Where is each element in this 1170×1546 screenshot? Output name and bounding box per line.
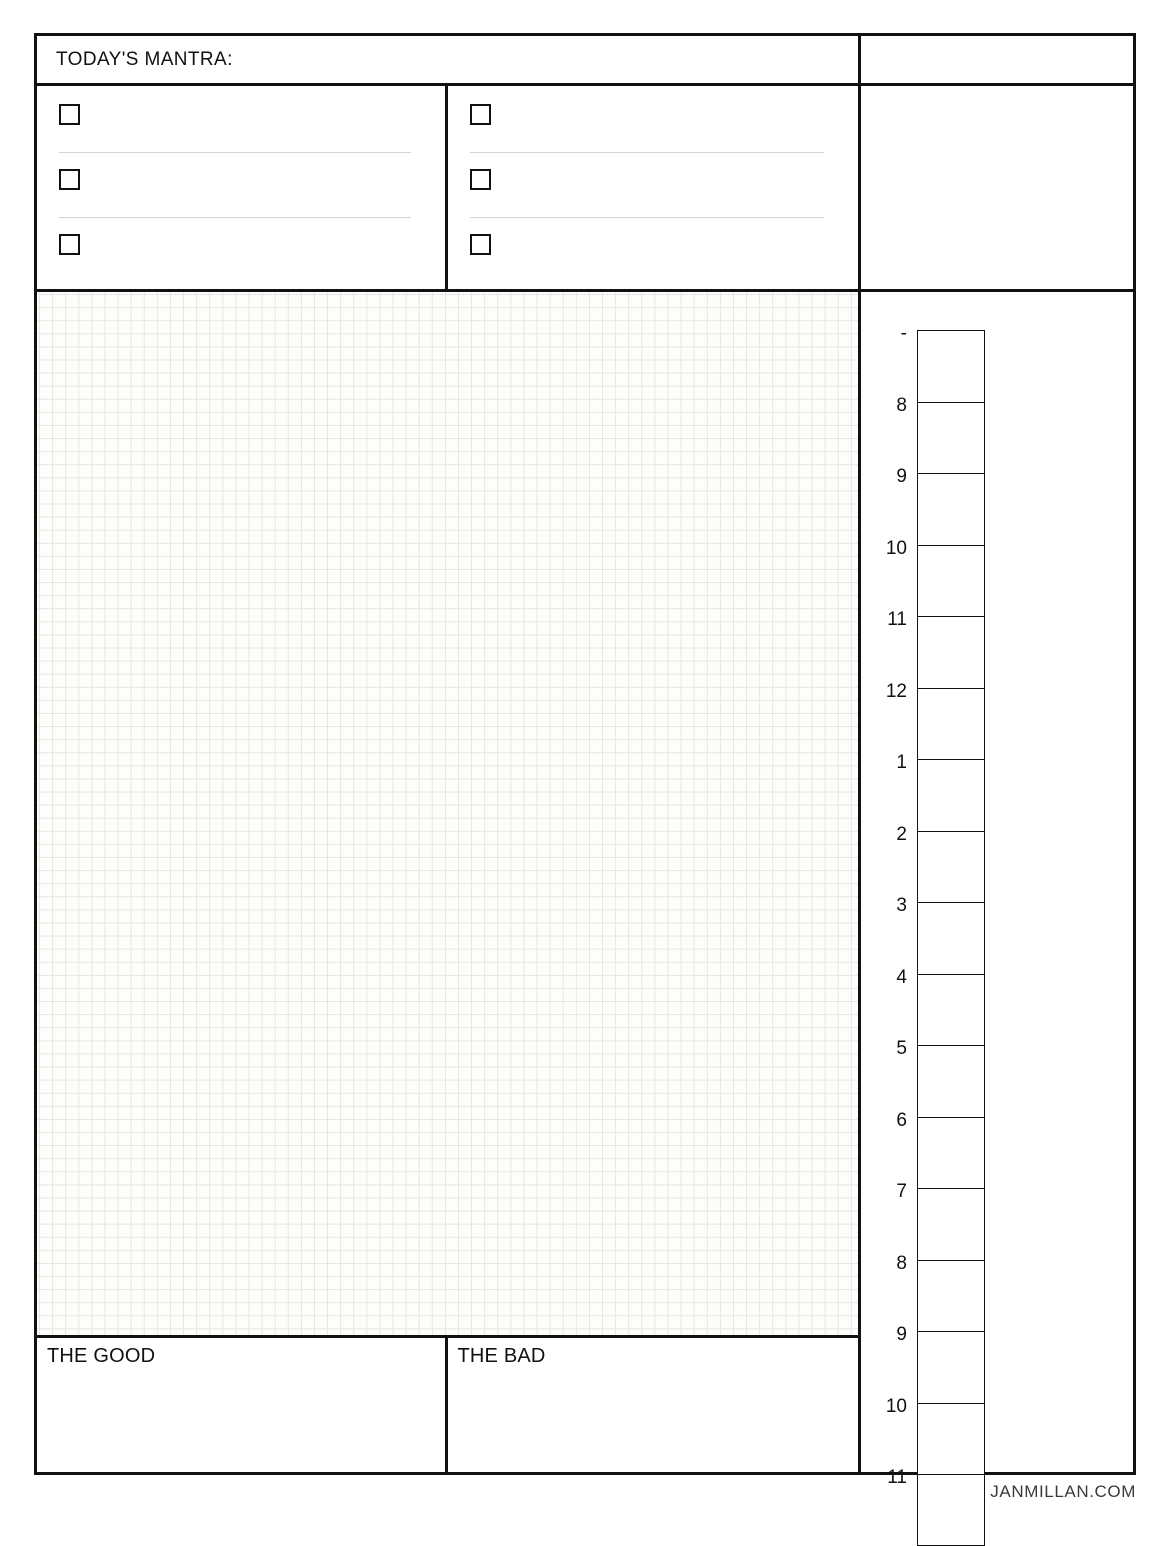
the-bad-box[interactable] <box>448 1338 859 1475</box>
schedule-hour-label: 11 <box>887 1467 907 1488</box>
schedule-entry-field[interactable] <box>917 1260 985 1332</box>
checkbox-icon[interactable] <box>470 169 491 190</box>
grid-note-area[interactable] <box>37 292 861 1335</box>
task-rule-line <box>470 217 825 218</box>
schedule-entry-field[interactable] <box>917 1331 985 1403</box>
schedule-column <box>861 292 1136 1488</box>
schedule-hour-label: 1 <box>896 752 907 773</box>
main-area <box>37 289 1133 1488</box>
schedule-entry-field[interactable] <box>917 1117 985 1189</box>
schedule-entry-field[interactable] <box>917 1403 985 1475</box>
task-rule-line <box>59 217 411 218</box>
planner-page <box>34 33 1136 1488</box>
task-rule-line <box>470 152 825 153</box>
checkbox-icon[interactable] <box>59 169 80 190</box>
schedule-row[interactable] <box>861 1395 1136 1475</box>
footer-credit: JANMILLAN.COM <box>990 1482 1136 1501</box>
schedule-hour-label: 6 <box>896 1109 907 1131</box>
task-list <box>37 86 861 289</box>
schedule-entry-field[interactable] <box>917 473 985 545</box>
mantra-label: TODAY'S MANTRA: <box>56 48 233 70</box>
schedule-hour-label: 9 <box>896 1324 907 1345</box>
schedule-entry-field[interactable] <box>917 974 985 1046</box>
schedule-entry-field[interactable] <box>917 1474 985 1546</box>
schedule-hour-label: 8 <box>896 1252 907 1274</box>
schedule-row[interactable] <box>861 466 1136 545</box>
schedule-hour-label: - <box>900 323 907 344</box>
schedule-row[interactable] <box>861 752 1136 831</box>
schedule-entry-field[interactable] <box>917 688 985 760</box>
checkbox-icon[interactable] <box>59 104 80 125</box>
schedule-row[interactable] <box>861 1252 1136 1332</box>
schedule-row[interactable] <box>861 609 1136 688</box>
schedule-row[interactable] <box>861 1109 1136 1189</box>
task-column-left <box>37 86 448 289</box>
schedule-hour-label: 5 <box>896 1038 907 1059</box>
schedule-entry-field[interactable] <box>917 902 985 974</box>
schedule-row[interactable] <box>861 394 1136 474</box>
schedule-hour-label: 10 <box>885 537 907 559</box>
task-column-right <box>448 86 859 289</box>
task-item[interactable] <box>470 104 837 169</box>
schedule-hour-label: 12 <box>885 680 907 702</box>
task-rule-line <box>59 152 411 153</box>
reflection-boxes <box>37 1335 861 1475</box>
schedule-row[interactable] <box>861 895 1136 974</box>
schedule-hour-label: 2 <box>896 823 907 845</box>
schedule-entry-field[interactable] <box>917 1188 985 1260</box>
schedule-entry-field[interactable] <box>917 402 985 474</box>
task-item[interactable] <box>59 169 423 234</box>
schedule-entry-field[interactable] <box>917 545 985 617</box>
schedule-hour-label: 4 <box>896 966 907 988</box>
the-bad-label: THE BAD <box>457 1345 546 1367</box>
schedule-row[interactable] <box>861 1181 1136 1260</box>
schedule-row[interactable] <box>861 1038 1136 1117</box>
schedule-hour-label: 11 <box>887 609 907 630</box>
schedule-row[interactable] <box>861 323 1136 402</box>
checkbox-icon[interactable] <box>59 234 80 255</box>
schedule-entry-field[interactable] <box>917 1045 985 1117</box>
schedule-row[interactable] <box>861 823 1136 903</box>
schedule-row[interactable] <box>861 1324 1136 1403</box>
schedule-entry-field[interactable] <box>917 831 985 903</box>
schedule-hour-label: 10 <box>885 1395 907 1417</box>
the-good-box[interactable] <box>37 1338 448 1475</box>
schedule-entry-field[interactable] <box>917 616 985 688</box>
schedule-row[interactable] <box>861 966 1136 1046</box>
top-band <box>37 36 1133 289</box>
schedule-hour-label: 3 <box>896 895 907 916</box>
schedule-row[interactable] <box>861 680 1136 760</box>
schedule-list <box>861 323 1136 1546</box>
task-item[interactable] <box>470 169 837 234</box>
schedule-hour-label: 7 <box>896 1181 907 1202</box>
checkbox-icon[interactable] <box>470 234 491 255</box>
task-item[interactable] <box>59 104 423 169</box>
top-right-note-area[interactable] <box>861 86 1136 289</box>
schedule-hour-label: 8 <box>896 394 907 416</box>
top-right-header-cell <box>861 36 1136 86</box>
mantra-row <box>37 36 861 86</box>
schedule-row[interactable] <box>861 537 1136 617</box>
schedule-hour-label: 9 <box>896 466 907 487</box>
checkbox-icon[interactable] <box>470 104 491 125</box>
the-good-label: THE GOOD <box>47 1345 156 1367</box>
schedule-entry-field[interactable] <box>917 759 985 831</box>
schedule-entry-field[interactable] <box>917 330 985 402</box>
